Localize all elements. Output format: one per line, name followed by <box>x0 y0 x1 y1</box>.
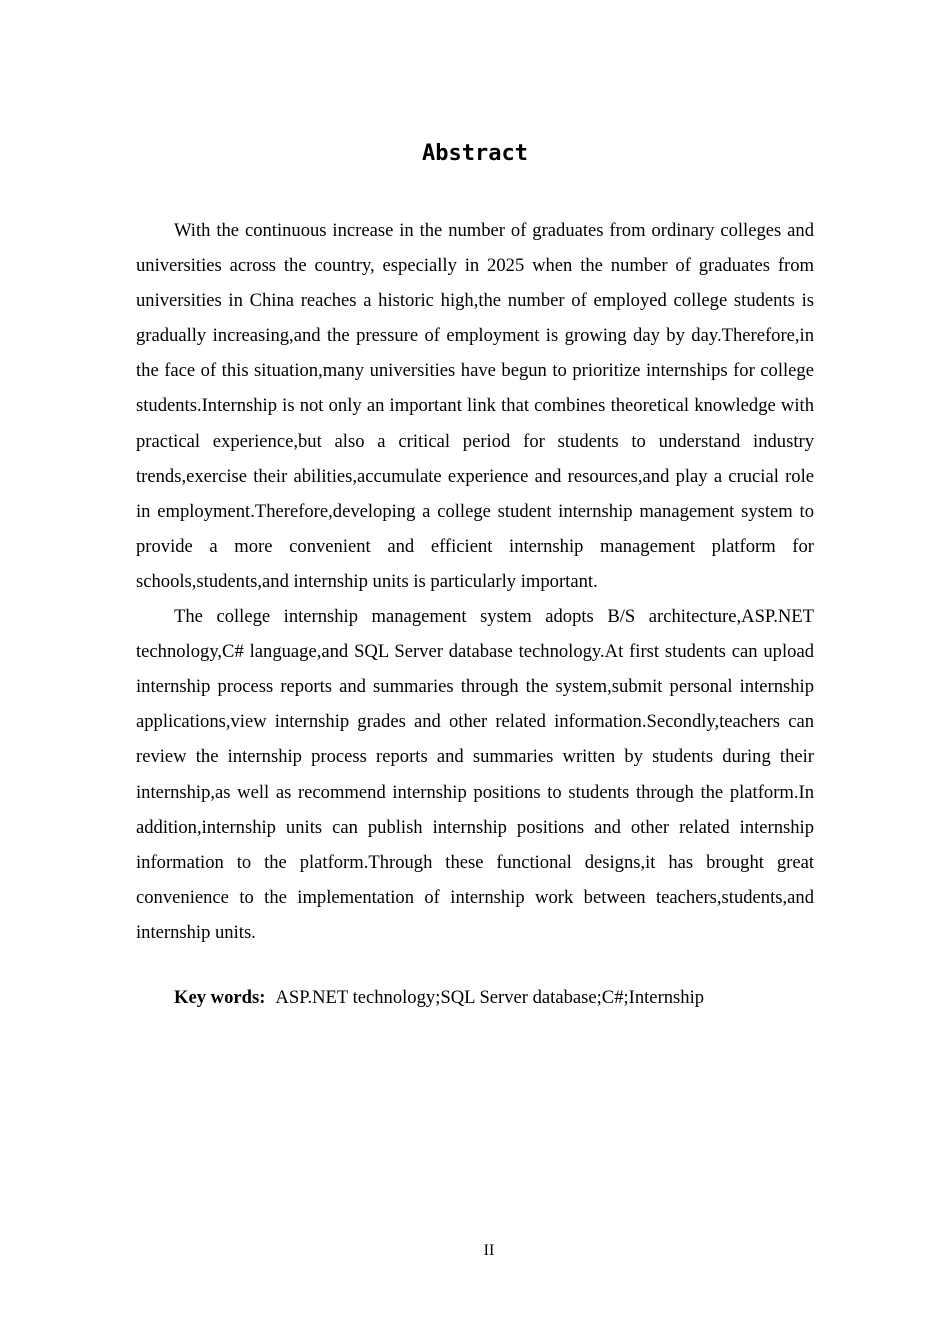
page-number: II <box>483 1242 495 1259</box>
keywords-value: ASP.NET technology;SQL Server database;C#;Internship <box>275 987 705 1008</box>
keywords-line <box>174 980 814 1015</box>
keywords-label: Key words: <box>174 987 266 1008</box>
abstract-paragraph-2: The college internship management system adopts B/S architecture,ASP.NET technology,C# language,and SQL Server database technology.At first students can upload internship process reports and summaries through the system,submit personal internship applications,view internship grades and other related information.Secondly,teachers can review the internship process reports and summaries written by students during their internship,as well as recommend internship positions to students through the platform.In addition,internship units can publish internship positions and other related internship information to the platform.Through these functional designs,it has brought great convenience to the implementation of internship work between teachers,students,and internship units. <box>136 606 814 943</box>
abstract-title: Abstract <box>422 141 528 166</box>
abstract-body <box>136 213 814 950</box>
abstract-paragraph-1: With the continuous increase in the number of graduates from ordinary colleges and universities across the country, especially in 2025 when the number of graduates from universities in China reaches a historic high,the number of employed college students is gradually increasing,and the pressure of employment is growing day by day.Therefore,in the face of this situation,many universities have begun to prioritize internships for college students.Internship is not only an important link that combines theoretical knowledge with practical experience,but also a critical period for students to understand industry trends,exercise their abilities,accumulate experience and resources,and play a crucial role in employment.Therefore,developing a college student internship management system to provide a more convenient and efficient internship management platform for schools,students,and internship units is particularly important. <box>136 220 814 592</box>
